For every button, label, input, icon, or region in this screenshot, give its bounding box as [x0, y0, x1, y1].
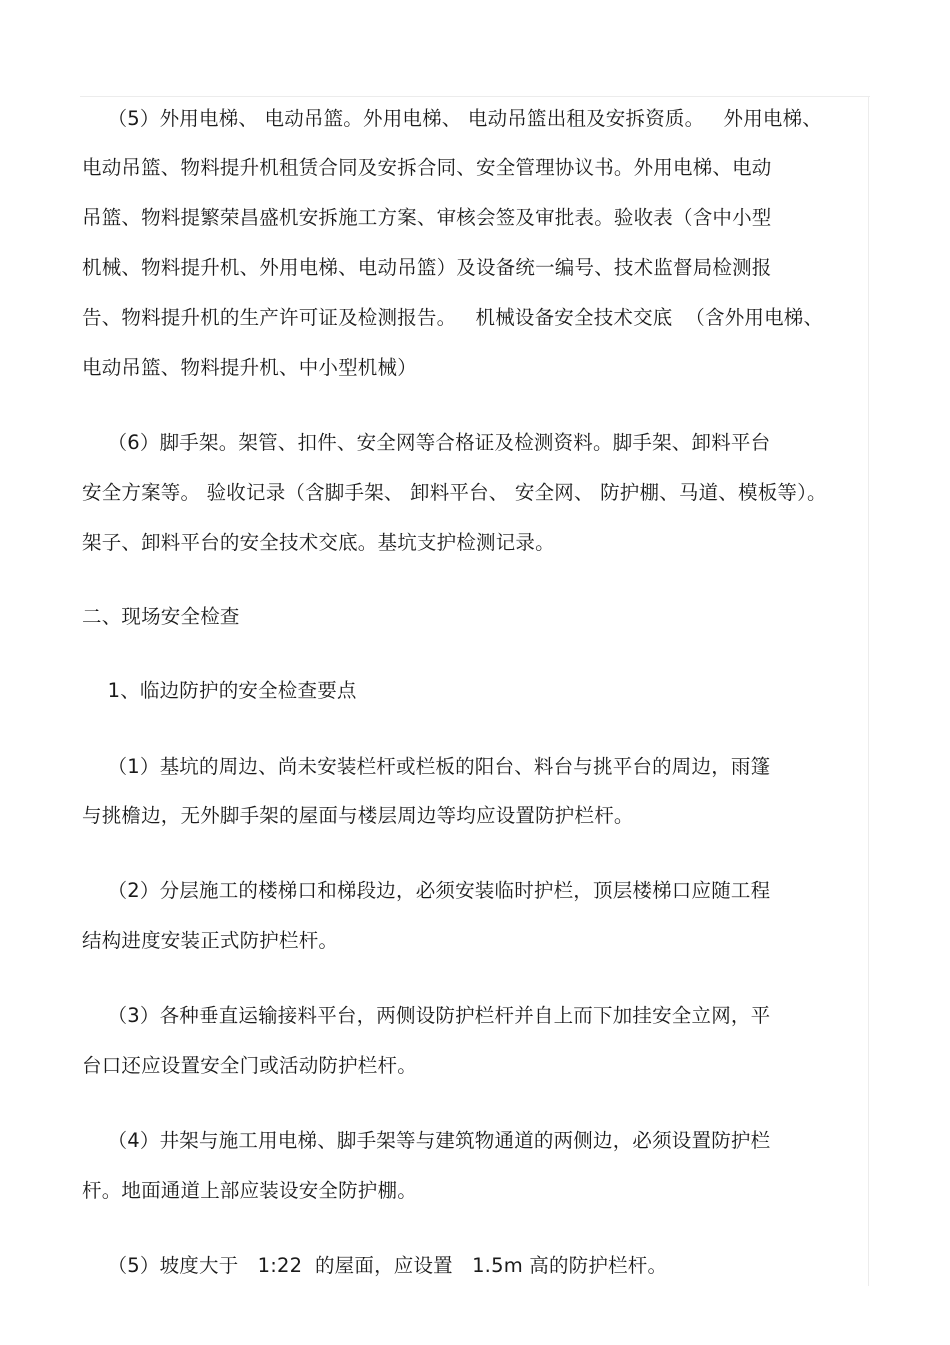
paragraph-line: 电动吊篮、物料提升机租赁合同及安拆合同、安全管理协议书。外用电梯、电动	[82, 156, 772, 179]
paragraph-line: 机械、物料提升机、外用电梯、电动吊篮）及设备统一编号、技术监督局检测报	[82, 256, 772, 279]
page-frame-top	[80, 96, 870, 97]
paragraph-line: （1）基坑的周边、尚未安装栏杆或栏板的阳台、料台与挑平台的周边，雨篷	[82, 755, 771, 778]
subsection-heading: 1、临边防护的安全检查要点	[82, 679, 357, 702]
paragraph-line: 结构进度安装正式防护栏杆。	[82, 929, 339, 952]
paragraph-line: （5）外用电梯、 电动吊篮。外用电梯、 电动吊篮出租及安拆资质。 外用电梯、	[82, 107, 822, 130]
paragraph-line: 吊篮、物料提繁荣昌盛机安拆施工方案、审核会签及审批表。验收表（含中小型	[82, 206, 772, 229]
paragraph-line: 告、物料提升机的生产许可证及检测报告。 机械设备安全技术交底 （含外用电梯、	[82, 306, 824, 329]
paragraph-line: （6）脚手架。架管、扣件、安全网等合格证及检测资料。脚手架、卸料平台	[82, 431, 771, 454]
paragraph-line: （3）各种垂直运输接料平台，两侧设防护栏杆并自上而下加挂安全立网，平	[82, 1004, 771, 1027]
paragraph-line: 与挑檐边，无外脚手架的屋面与楼层周边等均应设置防护栏杆。	[82, 804, 634, 827]
paragraph-line: 电动吊篮、物料提升机、中小型机械）	[82, 356, 417, 379]
paragraph-line: 台口还应设置安全门或活动防护栏杆。	[82, 1054, 417, 1077]
paragraph-line: 架子、卸料平台的安全技术交底。基坑支护检测记录。	[82, 531, 555, 554]
paragraph-line: （4）井架与施工用电梯、脚手架等与建筑物通道的两侧边，必须设置防护栏	[82, 1129, 771, 1152]
page-frame-right	[868, 96, 869, 1286]
paragraph-line: （5）坡度大于 1:22 的屋面，应设置 1.5m 高的防护栏杆。	[82, 1254, 668, 1277]
section-heading: 二、现场安全检查	[82, 605, 240, 628]
paragraph-line: 安全方案等。 验收记录（含脚手架、 卸料平台、 安全网、 防护棚、马道、模板等）。	[82, 481, 827, 504]
paragraph-line: （2）分层施工的楼梯口和梯段边，必须安装临时护栏，顶层楼梯口应随工程	[82, 879, 771, 902]
paragraph-line: 杆。地面通道上部应装设安全防护棚。	[82, 1179, 417, 1202]
